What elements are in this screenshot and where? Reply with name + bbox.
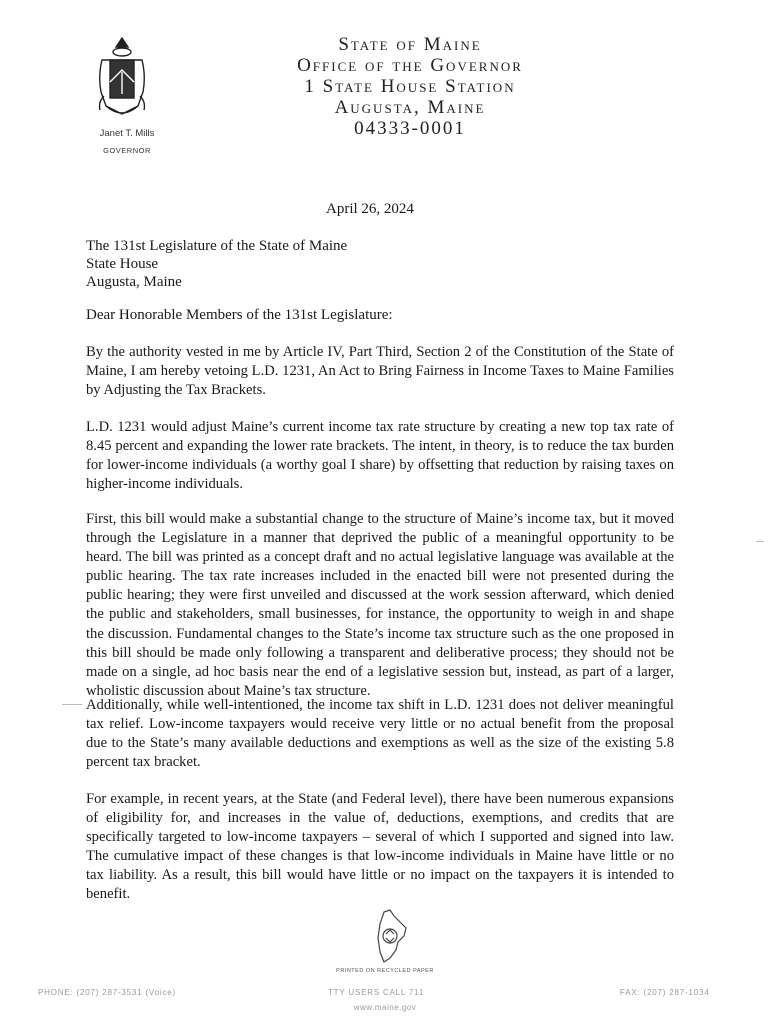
letter-date: April 26, 2024 (326, 201, 414, 217)
letterhead-zip: 04333-0001 (354, 118, 466, 139)
paragraph: First, this bill would make a substantial change to the structure of Maine’s income tax, but it moved through the Legislature in a manner that deprived the public of a meaningful opportunity to be heard. The bill was printed as a concept draft and no actual legislative language was available at the public hearing. The tax rate increases included in the enacted bill were not presented during the public hearing; they were first unveiled and discussed at the work session afterward, which denied the public and stakeholders, small businesses, for instance, the opportunity to weigh in and shape the discussion. Fundamental changes to the State’s income tax structure such as the one proposed in this bill should be made only following a transparent and deliberative process; they should not be made on a single, ad hoc basis near the end of a legislative session but, instead, as part of a larger, wholistic discussion about Maine’s tax structure. (86, 511, 674, 699)
footer-tty: TTY USERS CALL 711 (328, 988, 425, 997)
recycled-maine-map-icon (370, 908, 410, 964)
footer-website[interactable]: www.maine.gov (353, 1003, 417, 1012)
salutation: Dear Honorable Members of the 131st Legislature: (86, 307, 393, 323)
footer-phone: PHONE: (207) 287-3531 (Voice) (38, 988, 176, 997)
letterhead-city: Augusta, Maine (334, 97, 486, 118)
recipient-line: State House (86, 256, 159, 272)
paragraph: For example, in recent years, at the State (and Federal level), there have been numerous expansions of eligibility for, and increases in the value of, deductions, exemptions, and credits that are specifically targeted to low-income taxpayers – several of which I supported and signed into law. The cumulative impact of these changes is that low-income individuals in Maine have little or no tax liability. As a result, this bill would have little or no impact on the taxpayers it is intended to benefit. (86, 791, 674, 903)
paragraph: Additionally, while well-intentioned, the income tax shift in L.D. 1231 does not deliver meaningful tax relief. Low-income taxpayers would receive very little or no actual benefit from the proposal due to the State’s many available deductions and exemptions as well as the size of the existing 5.8 percent tax bracket. (86, 697, 674, 771)
recycled-paper-note: PRINTED ON RECYCLED PAPER (336, 968, 434, 974)
letterhead-office: Office of the Governor (297, 55, 523, 76)
footer-fax: FAX: (207) 287-1034 (620, 988, 710, 997)
letterhead-station: 1 State House Station (304, 76, 516, 97)
recipient-line: The 131st Legislature of the State of Maine (86, 238, 348, 254)
paragraph: L.D. 1231 would adjust Maine’s current income tax rate structure by creating a new top tax rate of 8.45 percent and expanding the lower rate brackets. The intent, in theory, is to reduce the tax burden for lower-income individuals (a worthy goal I share) by offsetting that reduction by raising taxes on higher-income individuals. (86, 419, 674, 493)
margin-mark (756, 541, 764, 542)
letterhead (220, 34, 600, 139)
state-seal-icon (92, 36, 152, 120)
governor-title: GOVERNOR (103, 146, 151, 155)
letterhead-state: State of Maine (338, 34, 482, 55)
recipient-line: Augusta, Maine (86, 274, 182, 290)
paragraph: By the authority vested in me by Article IV, Part Third, Section 2 of the Constitution of the State of Maine, I am hereby vetoing L.D. 1231, An Act to Bring Fairness in Income Taxes to Maine Families by Adjusting the Tax Brackets. (86, 344, 674, 399)
governor-name: Janet T. Mills (99, 128, 155, 139)
margin-mark (62, 704, 82, 705)
recipient-address (86, 237, 347, 291)
